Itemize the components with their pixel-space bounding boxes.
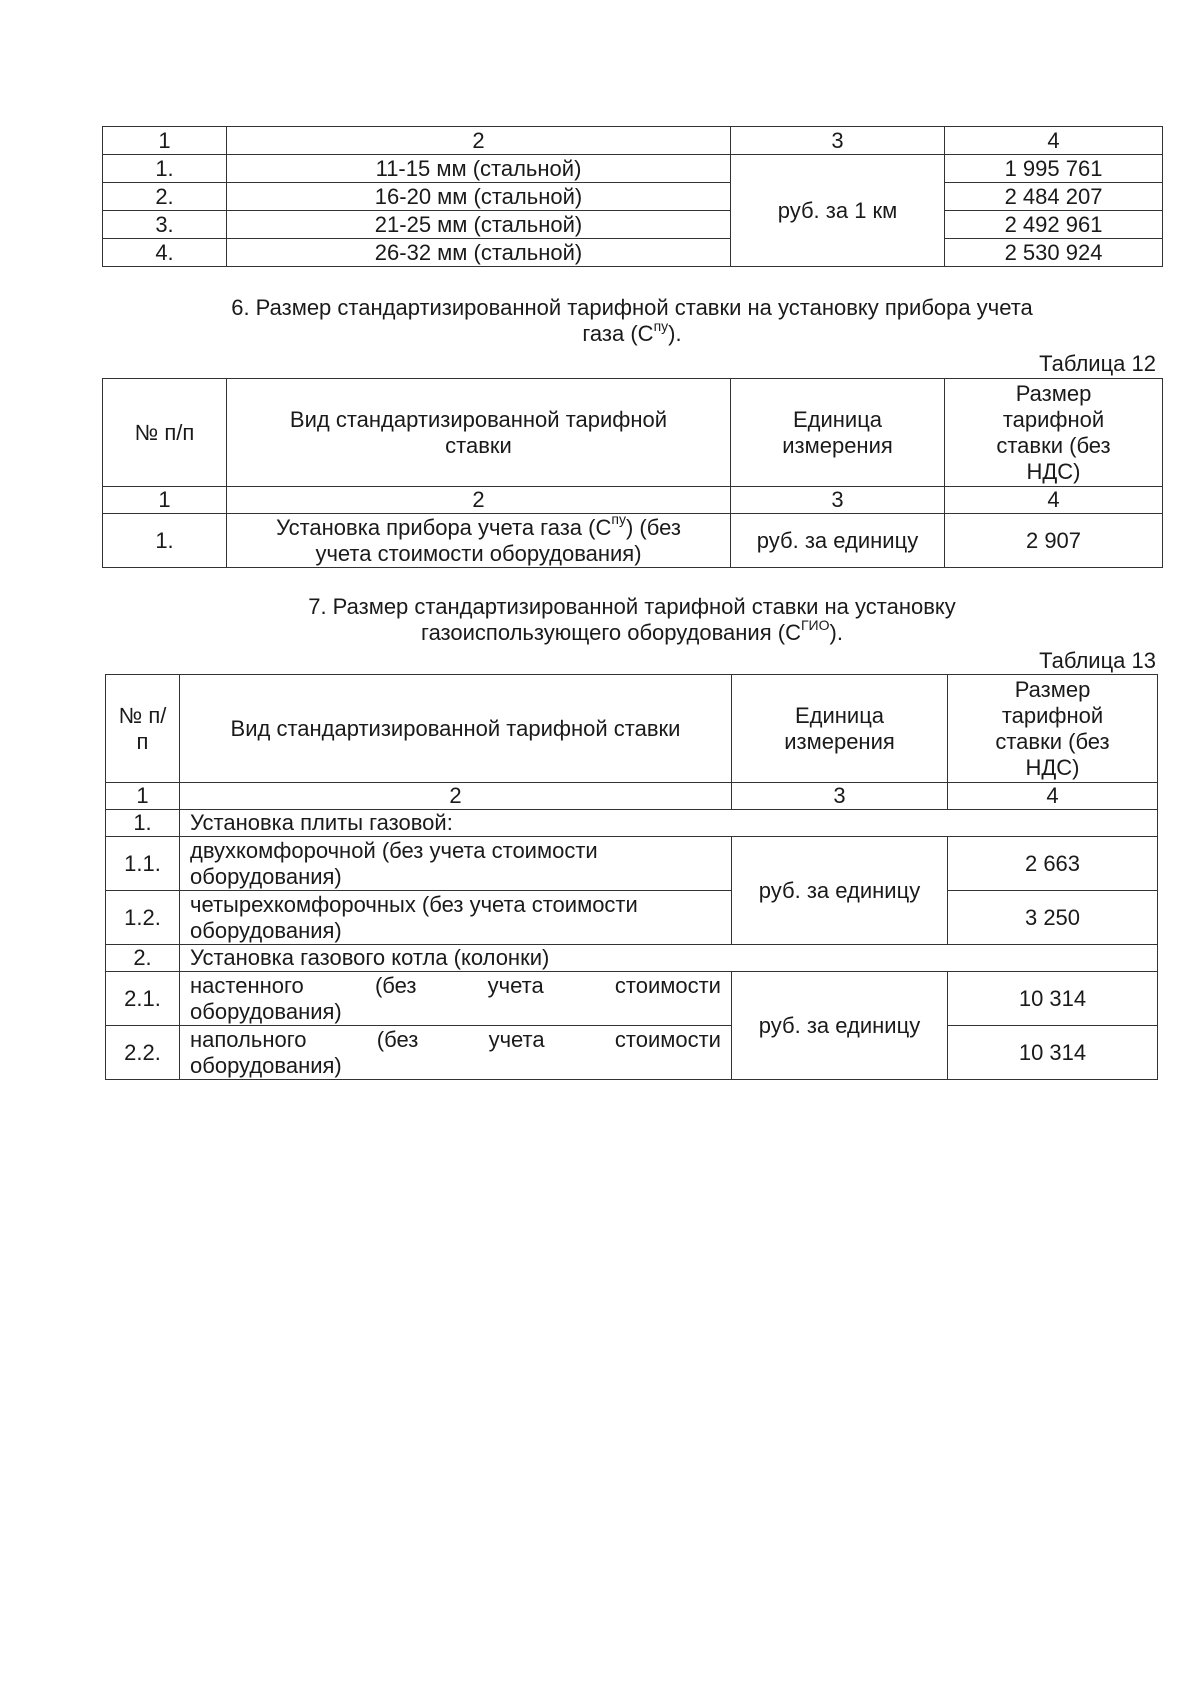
tariff-value: 10 314: [948, 1026, 1158, 1080]
tariff-value: 3 250: [948, 891, 1158, 945]
group-row: [106, 810, 1158, 837]
group-row: [106, 945, 1158, 972]
tariff-value: 1 995 761: [945, 155, 1163, 183]
tariff-value: 2 663: [948, 837, 1158, 891]
table-13-caption: Таблица 13: [1039, 648, 1156, 673]
header-number: № п/п: [103, 379, 227, 487]
table-row: [106, 1026, 1158, 1080]
group-title: Установка плиты газовой:: [180, 810, 1158, 837]
service-name-text-end: ) (без учета стоимости оборудования): [315, 514, 681, 566]
row-number: 1.2.: [106, 891, 180, 945]
table-row: [103, 239, 1163, 267]
pipe-diameter: 11-15 мм (стальной): [227, 155, 731, 183]
col-number: 1: [103, 127, 227, 155]
table-column-numbers: [103, 127, 1163, 155]
table-row: [103, 514, 1163, 568]
service-word: (без: [374, 972, 417, 998]
table-row: [103, 211, 1163, 239]
service-name-superscript: пу: [611, 513, 626, 528]
pipe-diameter: 21-25 мм (стальной): [227, 211, 731, 239]
col-number: 1: [103, 487, 227, 514]
section-7-text-end: ).: [829, 620, 843, 645]
header-number: № п/п: [106, 675, 180, 783]
row-number: 2.: [103, 183, 227, 211]
row-number: 1.: [103, 514, 227, 568]
service-word: стоимости: [614, 972, 721, 998]
table-row: [106, 972, 1158, 1026]
row-number: 4.: [103, 239, 227, 267]
header-name: Вид стандартизированной тарифной ставки: [180, 675, 732, 783]
service-name: двухкомфорочной (без учета стоимости оборудования): [180, 837, 732, 891]
row-number: 2.: [106, 945, 180, 972]
col-number: 2: [227, 127, 731, 155]
service-word: учета: [488, 1026, 545, 1052]
header-size: Размер тарифной ставки (без НДС): [948, 675, 1158, 783]
service-name: [180, 972, 732, 1026]
row-number: 2.2.: [106, 1026, 180, 1080]
row-number: 1.: [103, 155, 227, 183]
col-number: 3: [731, 487, 945, 514]
section-6-line2: [102, 317, 1162, 347]
col-number: 2: [180, 783, 732, 810]
unit-cell: руб. за единицу: [731, 514, 945, 568]
service-word: (без: [376, 1026, 419, 1052]
service-name-tail: оборудования): [190, 1052, 342, 1078]
pipe-tariff-table: [102, 126, 1163, 267]
section-7-superscript: ГИО: [800, 616, 830, 633]
row-number: 3.: [103, 211, 227, 239]
group-title: Установка газового котла (колонки): [180, 945, 1158, 972]
service-name: [227, 514, 731, 568]
section-6-heading: [102, 295, 1162, 347]
header-unit: Единица измерения: [732, 675, 948, 783]
table-column-numbers: [106, 783, 1158, 810]
unit-cell: руб. за 1 км: [731, 155, 945, 267]
table-row: [103, 183, 1163, 211]
pipe-diameter: 16-20 мм (стальной): [227, 183, 731, 211]
service-name-tail: оборудования): [190, 998, 342, 1024]
tariff-value: 10 314: [948, 972, 1158, 1026]
row-number: 2.1.: [106, 972, 180, 1026]
tariff-value: 2 907: [945, 514, 1163, 568]
header-name: Вид стандартизированной тарифной ставки: [227, 379, 731, 487]
service-name-line: [190, 973, 721, 999]
unit-cell: руб. за единицу: [732, 972, 948, 1080]
col-number: 4: [945, 487, 1163, 514]
col-number: 3: [732, 783, 948, 810]
section-6-superscript: пу: [653, 317, 669, 334]
header-size: Размер тарифной ставки (без НДС): [945, 379, 1163, 487]
section-7-text: газоиспользующего оборудования (С: [421, 620, 801, 645]
service-word: настенного: [190, 972, 304, 998]
service-name-line: [190, 1027, 721, 1053]
row-number: 1.: [106, 810, 180, 837]
table-column-numbers: [103, 487, 1163, 514]
section-6-line1: 6. Размер стандартизированной тарифной ставки на установку прибора учета: [231, 295, 1033, 320]
service-name-text: Установка прибора учета газа (С: [276, 514, 612, 540]
appliance-installation-table: [105, 674, 1158, 1080]
col-number: 4: [948, 783, 1158, 810]
service-word: стоимости: [614, 1026, 721, 1052]
section-6-text-end: ).: [668, 321, 682, 346]
section-7-line1: 7. Размер стандартизированной тарифной ставки на установку: [308, 594, 956, 619]
pipe-diameter: 26-32 мм (стальной): [227, 239, 731, 267]
table-header-row: [106, 675, 1158, 783]
table-header-row: [103, 379, 1163, 487]
service-name: [180, 1026, 732, 1080]
section-6-text: газа (С: [582, 321, 654, 346]
tariff-value: 2 484 207: [945, 183, 1163, 211]
table-row: [106, 891, 1158, 945]
meter-installation-table: [102, 378, 1163, 568]
service-name: четырехкомфорочных (без учета стоимости оборудования): [180, 891, 732, 945]
section-7-line2: [102, 616, 1162, 646]
table-row: [103, 155, 1163, 183]
section-7-heading: [102, 594, 1162, 646]
tariff-value: 2 530 924: [945, 239, 1163, 267]
table-12-caption: Таблица 12: [1039, 351, 1156, 376]
col-number: 3: [731, 127, 945, 155]
service-word: учета: [487, 972, 544, 998]
row-number: 1.1.: [106, 837, 180, 891]
unit-cell: руб. за единицу: [732, 837, 948, 945]
col-number: 2: [227, 487, 731, 514]
header-unit: Единица измерения: [731, 379, 945, 487]
service-word: напольного: [190, 1026, 307, 1052]
tariff-value: 2 492 961: [945, 211, 1163, 239]
col-number: 4: [945, 127, 1163, 155]
table-row: [106, 837, 1158, 891]
col-number: 1: [106, 783, 180, 810]
